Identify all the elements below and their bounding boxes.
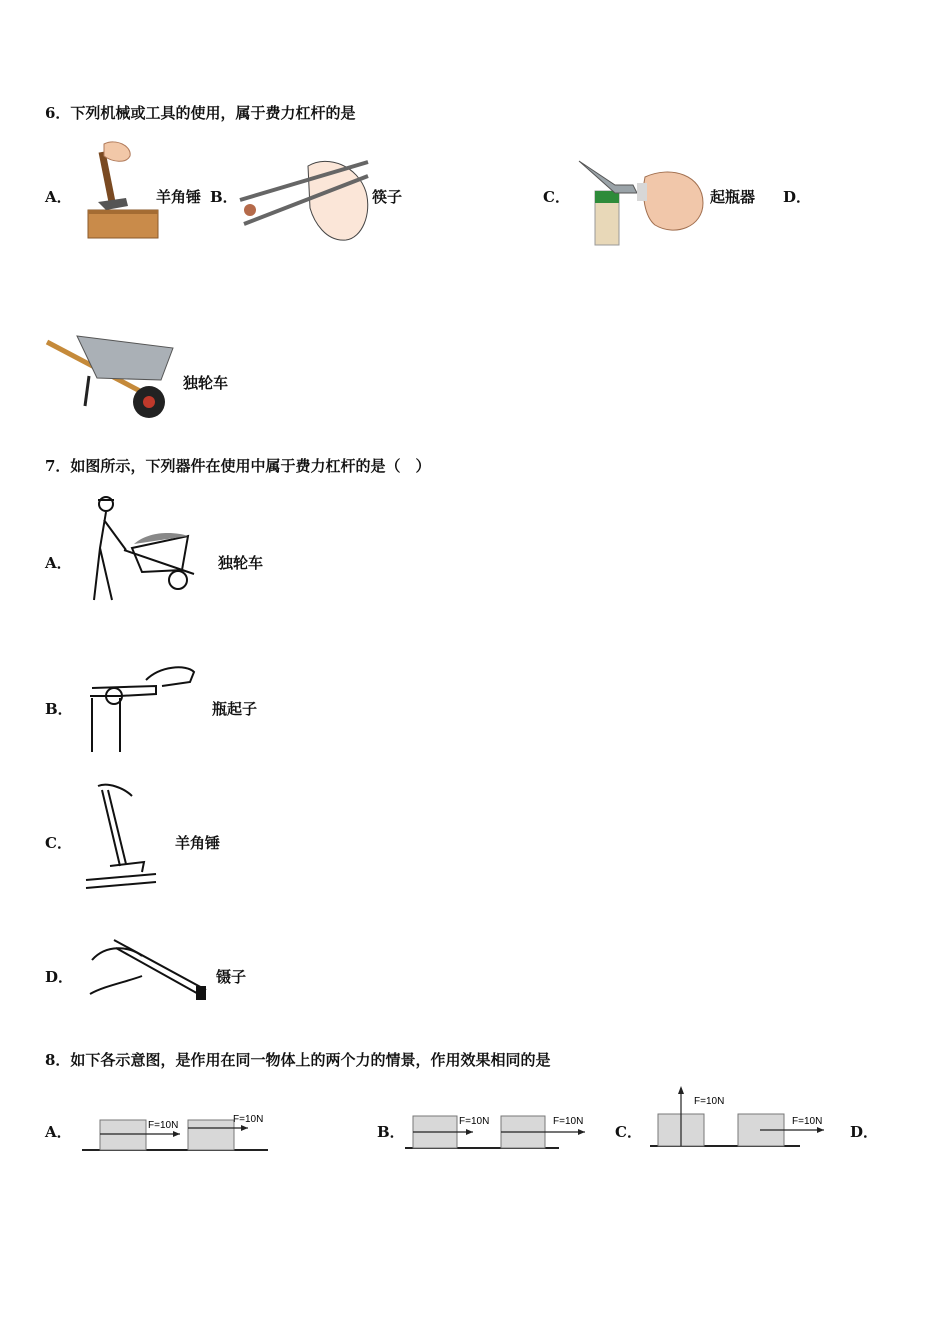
q8-b-force-label-2: F=10N [553,1116,584,1127]
q7-option-d-letter[interactable]: D． [45,968,74,986]
q7-option-d-caption: 镊子 [216,968,247,986]
q7-option-c-letter[interactable]: C． [45,834,72,852]
q8-c-force-label-2: F=10N [792,1116,823,1127]
q6-option-b-caption: 筷子 [372,188,403,206]
q8-a-force-label-1: F=10N [148,1120,179,1131]
q6-option-c-caption: 起瓶器 [710,188,756,206]
q6-stem: 6．下列机械或工具的使用，属于费力杠杆的是 [45,104,356,122]
q8-option-b-diagram [403,1108,593,1154]
q6-option-b-letter[interactable]: B． [210,188,238,206]
q6-claw-hammer-image [82,140,160,240]
q6-option-c-letter[interactable]: C． [543,188,570,206]
q7-stem: 7．如图所示，下列器件在使用中属于费力杠杆的是（ ） [45,457,431,475]
q6-wheelbarrow-image [45,330,180,422]
q8-a-force-label-2: F=10N [233,1114,264,1125]
q7-tweezers-image [86,930,212,1006]
q7-wheelbarrow-worker-image [84,492,202,606]
q7-option-c-caption: 羊角锤 [175,834,221,852]
q6-option-a-caption: 羊角锤 [156,188,202,206]
q6-option-a-letter[interactable]: A． [45,188,72,206]
q7-option-a-caption: 独轮车 [218,554,264,572]
q7-bottle-opener-image [86,652,198,754]
q8-option-c-diagram [648,1082,838,1152]
q7-option-a-letter[interactable]: A． [45,554,72,572]
q8-option-a-letter[interactable]: A． [45,1123,72,1141]
q8-stem: 8．如下各示意图，是作用在同一物体上的两个力的情景，作用效果相同的是 [45,1051,551,1069]
q6-bottle-opener-image [575,155,710,245]
q8-c-force-label-1: F=10N [694,1096,725,1107]
q8-option-d-letter[interactable]: D． [850,1123,879,1141]
q6-chopsticks-image [238,152,373,244]
q6-option-d-letter[interactable]: D． [783,188,812,206]
q7-option-b-letter[interactable]: B． [45,700,73,718]
q8-option-b-letter[interactable]: B． [377,1123,405,1141]
q8-option-a-diagram [80,1108,275,1156]
q6-option-d-caption: 独轮车 [183,374,229,392]
q8-b-force-label-1: F=10N [459,1116,490,1127]
q7-claw-hammer-image [84,784,160,892]
q7-option-b-caption: 瓶起子 [212,700,258,718]
q8-option-c-letter[interactable]: C． [615,1123,642,1141]
